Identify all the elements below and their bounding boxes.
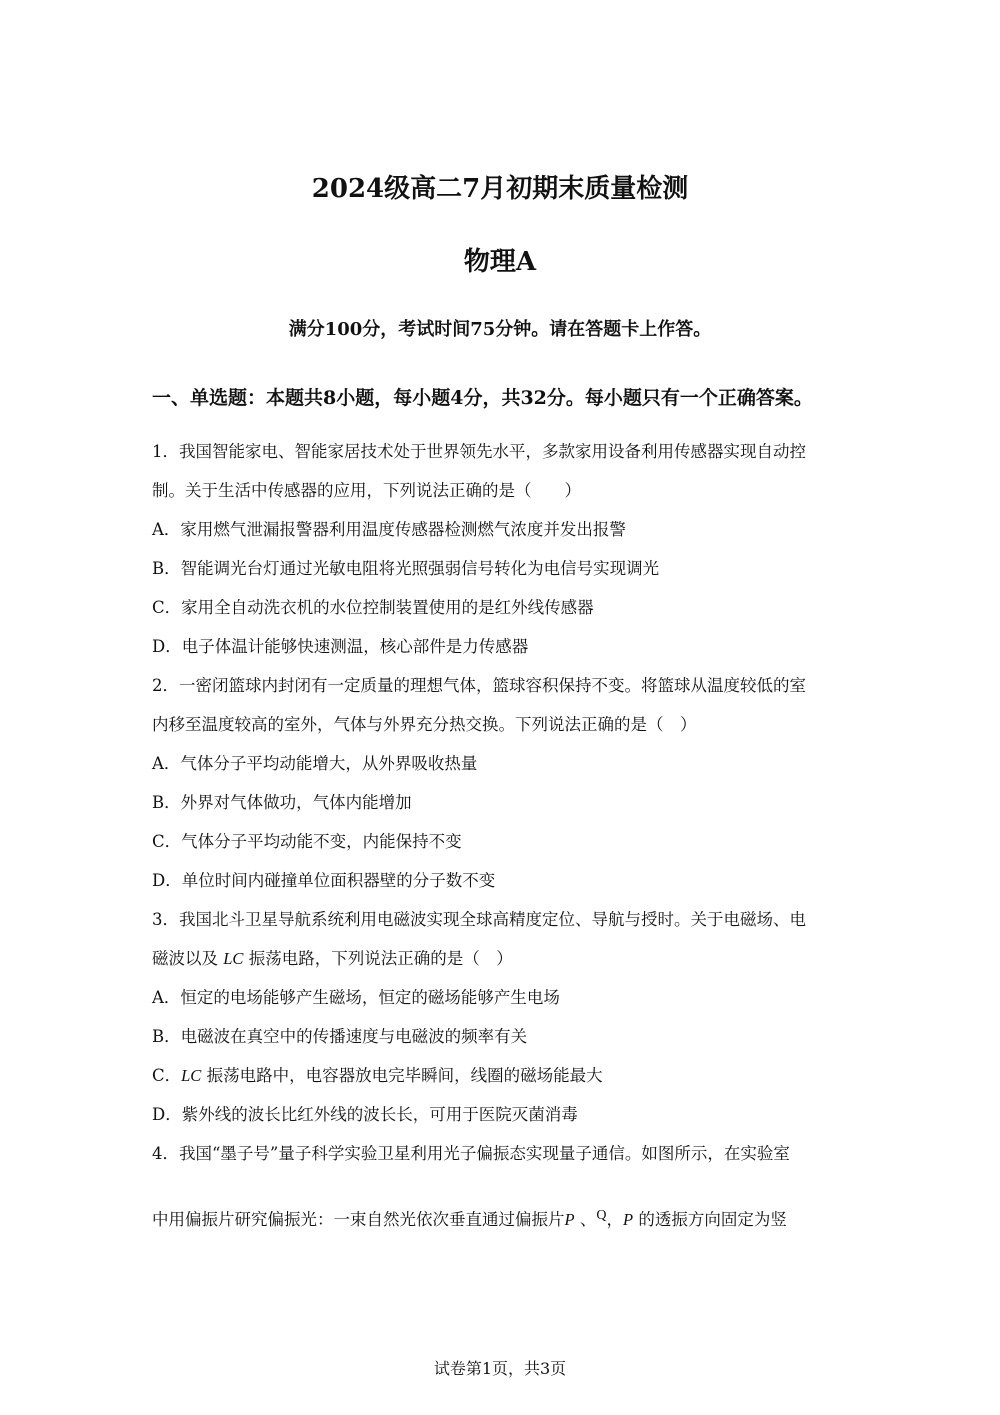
q4-stem-line1: 4．我国“墨子号”量子科学实验卫星利用光子偏振态实现量子通信。如图所示，在实验室	[152, 1144, 790, 1163]
q3-option-c-post: 振荡电路中，电容器放电完毕瞬间，线圈的磁场能最大	[206, 1066, 603, 1085]
q3-option-c-pre: C．	[152, 1066, 182, 1085]
exam-title: 2024级高二7月初期末质量检测	[311, 174, 689, 204]
q2-stem-line2: 内移至温度较高的室外，气体与外界充分热交换。下列说法正确的是（ ）	[152, 715, 697, 734]
q2-stem-line1: 2．一密闭篮球内封闭有一定质量的理想气体，篮球容积保持不变。将篮球从温度较低的室	[152, 676, 806, 695]
q4-stem-line2	[152, 1206, 787, 1230]
q3-stem-line2-post: 振荡电路，下列说法正确的是（ ）	[248, 949, 513, 968]
subject-title: 物理A	[463, 247, 537, 277]
polarizer-p-symbol: P	[564, 1210, 575, 1229]
q3-stem-line2	[152, 945, 513, 969]
lc-symbol: LC	[181, 1066, 202, 1085]
page-footer: 试卷第1页，共3页	[433, 1359, 567, 1378]
q2-option-b: B．外界对气体做功，气体内能增加	[152, 793, 412, 812]
q1-option-d: D．电子体温计能够快速测温，核心部件是力传感器	[152, 637, 529, 656]
q1-option-c: C．家用全自动洗衣机的水位控制装置使用的是红外线传感器	[152, 598, 594, 617]
q3-stem-line1: 3．我国北斗卫星导航系统利用电磁波实现全球高精度定位、导航与授时。关于电磁场、电	[152, 910, 806, 929]
q3-option-b: B．电磁波在真空中的传播速度与电磁波的频率有关	[152, 1027, 528, 1046]
q2-option-d: D．单位时间内碰撞单位面积器壁的分子数不变	[152, 871, 496, 890]
q3-option-a: A．恒定的电场能够产生磁场，恒定的磁场能够产生电场	[152, 988, 560, 1007]
q1-stem-line1: 1．我国智能家电、智能家居技术处于世界领先水平，多款家用设备利用传感器实现自动控	[152, 442, 806, 461]
q3-option-c	[152, 1062, 603, 1086]
q2-option-a: A．气体分子平均动能增大，从外界吸收热量	[152, 754, 478, 773]
separator: 、	[579, 1210, 597, 1229]
polarizer-q-symbol: Q	[596, 1208, 607, 1223]
q4-stem-line2-pre: 中用偏振片研究偏振光：一束自然光依次垂直通过偏振片	[152, 1210, 565, 1229]
q4-stem-line2-post: 的透振方向固定为竖	[638, 1210, 787, 1229]
q3-stem-line2-pre: 磁波以及	[152, 949, 218, 968]
exam-note: 满分100分，考试时间75分钟。请在答题卡上作答。	[288, 319, 712, 340]
polarizer-p-symbol: P	[622, 1210, 634, 1229]
section-heading: 一、单选题：本题共8小题，每小题4分，共32分。每小题只有一个正确答案。	[152, 387, 813, 409]
lc-symbol: LC	[223, 949, 244, 968]
q2-option-c: C．气体分子平均动能不变，内能保持不变	[152, 832, 462, 851]
separator-comma: ，	[606, 1210, 623, 1229]
q3-option-d: D．紫外线的波长比红外线的波长长，可用于医院灭菌消毒	[152, 1105, 578, 1124]
q1-option-a: A．家用燃气泄漏报警器利用温度传感器检测燃气浓度并发出报警	[152, 520, 626, 539]
q1-option-b: B．智能调光台灯通过光敏电阻将光照强弱信号转化为电信号实现调光	[152, 559, 660, 578]
q1-stem-line2: 制。关于生活中传感器的应用，下列说法正确的是（ ）	[152, 481, 581, 500]
